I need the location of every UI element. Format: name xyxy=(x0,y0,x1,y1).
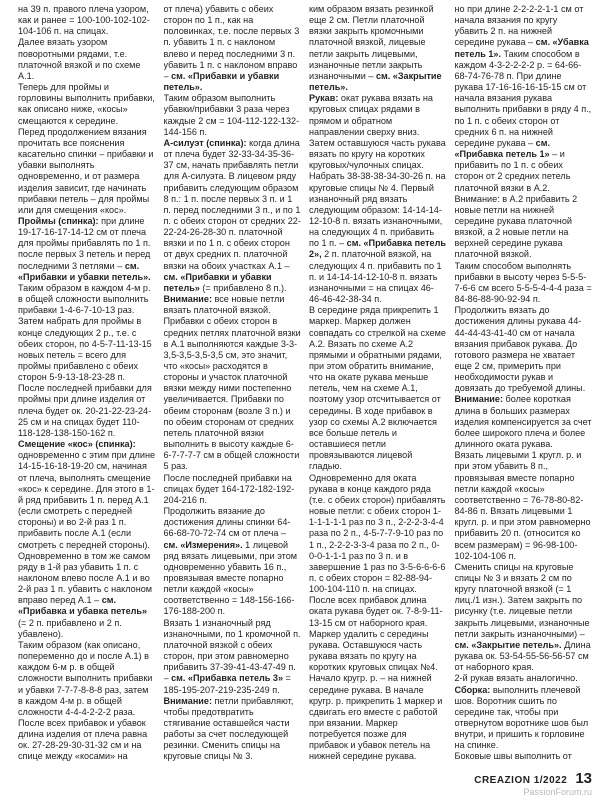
text-run: (= прибавлено 8 п.). xyxy=(199,282,290,293)
watermark: PassionForum.ru xyxy=(523,787,592,797)
paragraph xyxy=(309,4,447,93)
bold-run: см. «Закрытие петель». xyxy=(454,639,562,650)
bold-run: см. «Прибавка петель 2», xyxy=(309,238,446,260)
text-run: Начало кругр. р. – на нижней середине рукава. В начале кругр. р. прикрепить 1 маркер и сдвигать его вместе с работой при вязании. Маркер потребуется позже для прибавок и убавок петель на нижней середине рукава. xyxy=(309,673,445,762)
text-run: Перед продолжением вязания прочитать все пояснения касательно спинки – прибавки и убавки выполнять одновременно, и от размера изделия зависит, где начинать прибавки петель – для проймы или для смещения «кос». xyxy=(18,126,154,215)
paragraph xyxy=(455,751,593,764)
text-run: Сменить спицы на круговые спицы № 3 и вязать 2 см по кругу платочной вязкой (= 1 лиц./1 изн.). Затем закрыть по рисунку (т.е. лицевые петли закрыть лицевыми, изнаночные петли закрыть изнаночными) – xyxy=(454,561,592,639)
bold-run: Проймы (спинка): xyxy=(18,215,99,226)
page-footer xyxy=(474,770,592,787)
paragraph xyxy=(18,37,156,82)
paragraph xyxy=(309,473,447,596)
text-run: Продолжить вязать до достижения длины рукава 44-44-44-43-41-40 см от начала вязания прибавок рукава. До готового размера не хватает еще 2 см, примерить при необходимости рукав и довязать до требуемой длины. xyxy=(454,305,588,394)
paragraph xyxy=(309,595,447,673)
text-run: окат рукава вязать на круговых спицах рядами в прямом и обратном направлении сверху вниз. Затем оставшуюся часть рукава вязать по кругу на коротких круговых/чулочных спицах. Набрать 38-38-38-34-30-26 п. на круговые спицы № 4. Первый изнаночный ряд вязать следующим образом: 14-14-14-12-10-8 п. вязать изнаночными, на следующих 4 п. прибавить по 1 п. – xyxy=(309,93,446,249)
bold-run: см. «Измерения». xyxy=(163,539,243,550)
text-run: более короткая длина в больших размерах изделия компенсируется за счет более широкого плеча и более длинного оката рукава. xyxy=(454,394,592,450)
text-run: ким образом вязать резинкой еще 2 см. Петли платочной вязки закрыть кромочными платочной вязкой, лицевые петли закрыть лицевыми, изнаночные петли закрыть изнаночными – xyxy=(309,4,437,81)
paragraph xyxy=(164,473,302,506)
paragraph xyxy=(164,93,302,138)
magazine-issue: CREAZION 1/2022 xyxy=(474,775,568,786)
text-run: Далее вязать узором поворотными рядами, т.е. платочной вязкой и по схеме А.1. xyxy=(18,37,144,81)
page-number: 13 xyxy=(575,770,592,787)
paragraph xyxy=(18,383,156,439)
text-run: Вязать лицевыми 1 кругл. р. и при этом убавить 8 п., провязывая вместе попарно петли каждой «косы» соответственно = 76-78-80-82-84-86 п. Вязать лицевыми 1 кругл. р. и при этом равномерно прибавить 20 п. (относится ко всем размерам) = 96-98-100-102-104-106 п. xyxy=(454,450,591,561)
text-run: но при длине 2-2-2-2-1-1 см от начала вязания по кругу убавить 2 п. на нижней середине рукава – xyxy=(454,4,586,48)
bold-run: Внимание: xyxy=(163,294,212,305)
paragraph xyxy=(455,685,593,752)
bold-run: см. «Прибавка петель 1» xyxy=(454,137,553,160)
text-run: Вязать 1 изнаночный ряд изнаночными, по 1 кромочной п. платочной вязкой с обеих сторон, при этом равномерно прибавить 37-39-41-43-47-49 п. – xyxy=(163,617,301,684)
text-run: После последней прибавки для проймы при длине изделия от плеча будет ок. 20-21-22-23-24-25 см и на спицах будет 110-118-128-138-150-162 п. xyxy=(18,383,155,438)
article-columns xyxy=(18,4,592,764)
text-run: все новые петли вязать платочной вязкой. Прибавки с обеих сторон в средних петлях платочной вязки в А.1 выполняются каждые 3-3-3,5-3,5-3,5-3,5 см, это значит, что «косы» расходятся в стороны и участок платочной вязки между ними постепенно увеличивается. Прибавки по обеим сторонам (возле 3 п.) и по обеим сторонам от средних петель платочной вязки выполнить в высоту каждые 6-6-7-7-7-7 см в общей сложности 5 раз. xyxy=(163,294,301,472)
text-run: выполнить плечевой шов. Воротник сшить по середине так, чтобы при отвернутом воротнике шов был внутри, и пришить к горловине на спинке. xyxy=(454,684,591,751)
text-run: петли прибавляют, чтобы предотвратить стягивание оставшейся части работы за счет последующей резинки. Сменить спицы на круговые спицы № 3. xyxy=(163,695,294,762)
text-run: Длина рукава ок. 53-54-55-56-56-57 см от наборного края. xyxy=(454,639,591,673)
text-run: одновременно с этим при длине 14-15-16-18-19-20 см, начиная от плеча, выполнять смещение «кос» к середине. Для этого в 1-й ряд прибавить 1 п. перед А.1 (если смотреть с передней стороны) и во 2-й раз 1 п. прибавить после А.1 (если смотреть с передней стороны). Одновременно в том же самом ряду в 1-й раз убавить 1 п. с наклоном влево после А.1 и во 2-й раз 1 п. убавить с наклоном вправо перед А.1 – xyxy=(18,450,156,606)
text-run: Продолжить вязание до достижения длины спинки 64-66-68-70-72-74 см от плеча – xyxy=(163,506,291,539)
text-run: Таким образом в каждом 4-м р. в общей сложности выполнить прибавки 1-4-6-7-10-13 раз. Затем набрать для проймы в конце следующих 2 р., т.е. с обеих сторон, по 4-5-7-11-13-15 новых петель = всего для проймы прибавлено с обеих сторон 5-9-13-18-23-28 п. xyxy=(18,271,155,383)
text-column-1 xyxy=(18,4,156,764)
bold-run: см. «Убавка петель 1». xyxy=(454,37,592,59)
text-run: когда длина от плеча будет 32-33-34-35-36-37 см, начать прибавлять петли для А-силуэта. В лицевом ряду прибавить следующим образом 8 п.: 1 п. после первых 3 п. и 1 п. перед последними 3 п., и по 1 п. с обеих сторон от средних 22-22-24-26-28-30 п. платочной вязки и по 1 п. с обеих сторон от двух средних п. платочной вязки на обоих участках А.1 – xyxy=(163,137,301,271)
text-run: Таким образом (как описано, попеременно до и после А.1) в каждом 6-м р. в общей сложности выполнить прибавки и убавки 7-7-7-8-8-8 раз, затем в каждом 4-м р. в общей сложности 4-4-4-2-2-2 раза. После всех прибавок и убавок длина изделия от плеча равна ок. 27-28-29-30-31-32 см и на спице между «косами» на xyxy=(18,639,153,762)
text-run: (= 2 п. прибавлено и 2 п. убавлено). xyxy=(18,606,150,639)
paragraph xyxy=(455,562,593,674)
paragraph xyxy=(18,216,156,383)
text-run: Боковые швы выполнить от xyxy=(454,751,572,762)
paragraph xyxy=(164,506,302,618)
text-column-4 xyxy=(455,4,593,764)
text-run: – и прибавить по 1 п. с обеих сторон от 2 средних петель платочной вязки в А.2. Внимание: в А.2 прибавить 2 новые петли на нижней середине рукава платочной вязкой, а 2 новые петли на верхней середине рукава платочной вязкой. xyxy=(454,149,580,260)
paragraph xyxy=(18,640,156,764)
bold-run: Рукав: xyxy=(309,93,339,104)
paragraph xyxy=(18,127,156,216)
text-run: После всех прибавок длина оката рукава будет ок. 7-8-9-11-13-15 см от наборного края. Маркер удалить с середины рукава. Оставшуюся часть рукава вязать по кругу на коротких круговых спицах №4. xyxy=(309,595,443,673)
paragraph xyxy=(18,4,156,37)
text-run: В середине ряда прикрепить 1 маркер. Маркер должен совпадать со стрелкой на схеме А.2. Вязать по схеме А.2 прямыми и обратными рядами, при этом обратить внимание, что на окате рукава меньше петель, чем на схеме А.1, поэтому узор отсчитывается от середины. В ходе прибавок в узор со схемы А.2 включается все больше петель и оставшиеся петли провязываются лицевой гладью. xyxy=(309,305,446,472)
text-run: После последней прибавки на спицах будет 164-172-182-192-204-216 п. xyxy=(163,472,295,505)
text-run: от плеча) убавить с обеих сторон по 1 п., как на половинках, т.е. после первых 3 п. убавить 1 п. с наклоном влево и перед последними 3 п. убавить 1 п. с наклоном вправо – xyxy=(163,4,300,81)
bold-run: см. «Прибавка петель 3» xyxy=(171,673,284,684)
bold-run: Внимание: xyxy=(163,695,212,706)
bold-run: Внимание: xyxy=(454,394,503,405)
paragraph xyxy=(18,439,156,640)
bold-run: А-силуэт (спинка): xyxy=(163,137,247,148)
text-run: 1 лицевой ряд вязать лицевыми, при этом одновременно убавить 16 п., провязывая вместе попарно петли каждой «косы» соответственно = 148-156-166-176-188-200 п. xyxy=(163,539,300,617)
paragraph xyxy=(309,305,447,472)
paragraph xyxy=(309,673,447,764)
text-run: 2 п. платочной вязкой, на следующих 4 п. прибавить по 1 п. и 14-14-14-12-10-8 п. вязать изнаночными = на спицах 46-46-46-42-38-34 п. xyxy=(309,249,445,305)
bold-run xyxy=(309,763,426,764)
text-column-2 xyxy=(164,4,302,764)
paragraph xyxy=(455,673,593,684)
text-run: = 185-195-207-219-235-249 п. xyxy=(163,673,294,695)
text-run: Теперь для проймы и горловины выполнить прибавки, как описано ниже, «косы» смещаются к середине. xyxy=(18,82,155,126)
paragraph xyxy=(455,4,593,261)
text-run: 2-й рукав вязать аналогично. xyxy=(454,673,578,684)
text-run: Таким образом выполнить убавки/прибавки 3 раза через каждые 2 см = 104-112-122-132-144-156 п. xyxy=(163,93,300,137)
paragraph xyxy=(18,82,156,127)
paragraph xyxy=(164,618,302,764)
bold-run: Сборка: xyxy=(454,684,491,695)
text-run: при длине 19-17-16-17-14-12 см от плеча для проймы прибавлять по 1 п. после первых 3 петель и перед последними 3 петлями – xyxy=(18,215,153,271)
bold-run: Смещение «кос» (спинка): xyxy=(18,439,136,450)
text-run: Таким способом в каждом 4-3-2-2-2-2 р. = 64-66-68-74-76-78 п. При длине рукава 17-16-16-16-15-15 см от начала вязания рукава выполнить прибавки в ряду 4 п., по 1 п. с обеих сторон от средних 6 п. на нижней середине рукава – xyxy=(454,48,592,148)
bold-run: см. «Прибавки и убавки петель». xyxy=(18,260,151,282)
paragraph xyxy=(455,261,593,306)
paragraph xyxy=(455,305,593,450)
bold-run: см. «Прибавка и убавка петель» xyxy=(18,595,148,617)
paragraph xyxy=(164,138,302,473)
text-run: Таким способом выполнять прибавки в высоту через 5-5-5-7-6-6 см всего 5-5-5-4-4-4 раза = 84-86-88-90-92-94 п. xyxy=(454,260,592,305)
text-run: Одновременно для оката рукава в конце каждого ряда (т.е. с обеих сторон) прибавлять новые петли: с обеих сторон 1-1-1-1-1-1 раз по 3 п., 2-2-2-3-4-4 раза по 2 п., 4-5-7-7-9-10 раз по 1 п., 2-2-2-3-3-4 раза по 2 п., 0-0-0-1-1-1 раз по 3 п. и в завершение 1 раз по 3-5-6-6-6-6 п. с обеих сторон = 82-88-94-100-104-110 п. на спицах. xyxy=(309,472,446,595)
text-run: на 39 п. правого плеча узором, как и ранее = 100-100-102-102-104-106 п. на спицах. xyxy=(18,4,152,37)
paragraph xyxy=(455,450,593,562)
bold-run: см. «Прибавки и убавки петель». xyxy=(163,70,282,93)
paragraph xyxy=(164,4,302,93)
paragraph xyxy=(309,93,447,305)
text-column-3 xyxy=(309,4,447,764)
bold-run: см. «Прибавки и убавки петель» xyxy=(163,271,275,293)
bold-run: см. «Закрытие петель». xyxy=(309,70,445,93)
